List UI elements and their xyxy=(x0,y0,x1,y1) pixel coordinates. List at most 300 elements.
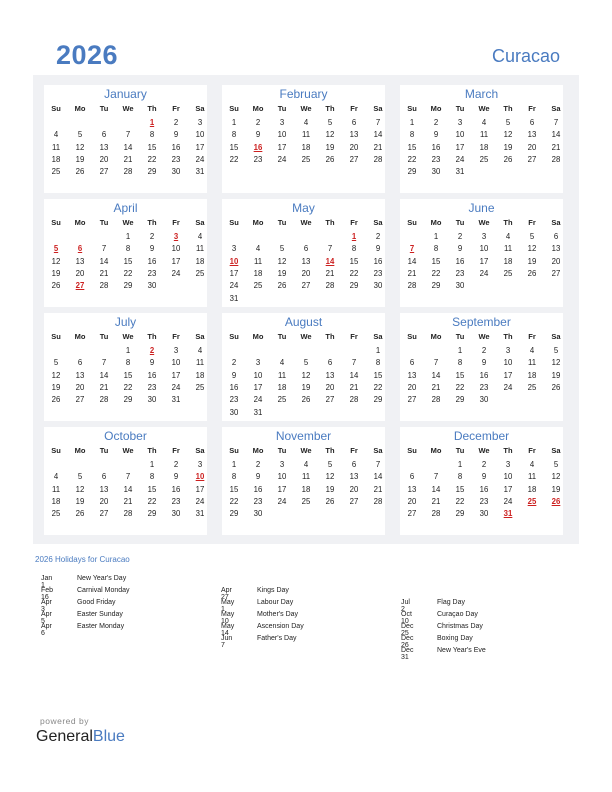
weekday-header: Th xyxy=(325,218,335,227)
holidays-title: 2026 Holidays for Curacao xyxy=(35,555,130,564)
day-cell: 14 xyxy=(99,256,109,266)
day-cell: 3 xyxy=(197,118,203,127)
day-cell: 18 xyxy=(301,142,311,152)
weekday-header: Sa xyxy=(551,446,561,455)
day-cell: 1 xyxy=(231,460,237,469)
weekday-header: Fr xyxy=(172,332,180,341)
day-cell: 17 xyxy=(171,256,181,266)
holiday-day-cell: 6 xyxy=(77,244,83,254)
day-cell: 11 xyxy=(503,244,513,254)
holiday-name: Good Friday xyxy=(77,599,116,606)
holiday-day-cell: 27 xyxy=(75,281,85,291)
day-cell: 19 xyxy=(301,382,311,392)
day-cell: 4 xyxy=(529,460,535,469)
day-cell: 7 xyxy=(101,244,107,254)
day-cell: 31 xyxy=(171,395,181,405)
day-cell: 25 xyxy=(479,154,489,164)
holiday-name: New Year's Day xyxy=(77,575,127,582)
holiday-day-cell: 7 xyxy=(409,244,415,254)
day-cell: 24 xyxy=(253,395,263,405)
day-cell: 25 xyxy=(195,268,205,278)
holiday-name: Easter Sunday xyxy=(77,611,123,618)
day-cell: 22 xyxy=(407,154,417,164)
day-cell: 4 xyxy=(481,118,487,127)
day-cell: 28 xyxy=(407,281,417,291)
day-cell: 13 xyxy=(349,472,359,482)
day-cell: 13 xyxy=(551,244,561,254)
weekday-header: We xyxy=(478,332,490,341)
day-cell: 6 xyxy=(409,472,415,482)
day-cell: 8 xyxy=(125,358,131,368)
day-cell: 18 xyxy=(527,484,537,494)
day-cell: 14 xyxy=(123,142,133,152)
weekday-header: Th xyxy=(325,446,335,455)
holiday-date: Apr 5 xyxy=(41,611,52,625)
day-cell: 2 xyxy=(173,118,179,127)
day-cell: 28 xyxy=(99,395,109,405)
day-cell: 27 xyxy=(527,154,537,164)
day-cell: 17 xyxy=(195,484,205,494)
day-cell: 24 xyxy=(229,281,239,291)
day-cell: 25 xyxy=(195,382,205,392)
weekday-header: Mo xyxy=(252,446,264,455)
month-name: March xyxy=(464,87,499,101)
month-february xyxy=(222,85,385,193)
day-cell: 31 xyxy=(195,509,205,519)
day-cell: 11 xyxy=(301,130,311,140)
day-cell: 16 xyxy=(147,370,157,380)
day-cell: 7 xyxy=(375,118,381,127)
day-cell: 1 xyxy=(457,346,463,355)
day-cell: 15 xyxy=(349,256,359,266)
day-cell: 30 xyxy=(171,509,181,519)
day-cell: 23 xyxy=(253,154,263,164)
day-cell: 9 xyxy=(173,472,179,482)
day-cell: 3 xyxy=(231,244,237,254)
weekday-header: Mo xyxy=(430,218,442,227)
day-cell: 14 xyxy=(99,370,109,380)
brand-general: General xyxy=(36,728,93,745)
day-cell: 18 xyxy=(51,154,61,164)
day-cell: 21 xyxy=(99,382,109,392)
day-cell: 25 xyxy=(253,281,263,291)
weekday-header: Fr xyxy=(528,104,536,113)
holiday-day-cell: 16 xyxy=(253,142,263,152)
day-cell: 25 xyxy=(277,395,287,405)
day-cell: 6 xyxy=(327,358,333,368)
weekday-header: Th xyxy=(147,218,157,227)
day-cell: 28 xyxy=(123,509,133,519)
day-cell: 8 xyxy=(375,358,381,368)
weekday-header: Mo xyxy=(252,104,264,113)
day-cell: 18 xyxy=(503,256,513,266)
day-cell: 23 xyxy=(455,268,465,278)
day-cell: 5 xyxy=(53,358,59,368)
holiday-name: Mother's Day xyxy=(257,611,299,618)
day-cell: 9 xyxy=(173,130,179,140)
day-cell: 11 xyxy=(301,472,311,482)
day-cell: 25 xyxy=(301,154,311,164)
day-cell: 4 xyxy=(255,244,261,254)
day-cell: 20 xyxy=(407,382,417,392)
month-june xyxy=(400,199,563,307)
holiday-day-cell: 25 xyxy=(527,496,537,506)
day-cell: 15 xyxy=(123,370,133,380)
day-cell: 5 xyxy=(505,118,511,127)
month-name: August xyxy=(284,315,323,329)
day-cell: 7 xyxy=(351,358,357,368)
weekday-header: Tu xyxy=(277,104,287,113)
day-cell: 19 xyxy=(325,484,335,494)
weekday-header: Sa xyxy=(373,218,383,227)
day-cell: 10 xyxy=(253,370,263,380)
day-cell: 28 xyxy=(373,154,383,164)
weekday-header: We xyxy=(478,218,490,227)
day-cell: 21 xyxy=(373,142,383,152)
day-cell: 3 xyxy=(505,460,511,469)
weekday-header: Sa xyxy=(551,332,561,341)
holiday-name: New Year's Eve xyxy=(437,647,486,654)
day-cell: 18 xyxy=(195,370,205,380)
day-cell: 15 xyxy=(455,370,465,380)
day-cell: 23 xyxy=(431,154,441,164)
day-cell: 2 xyxy=(231,358,237,368)
day-cell: 15 xyxy=(123,256,133,266)
weekday-header: We xyxy=(122,332,134,341)
day-cell: 30 xyxy=(479,509,489,519)
day-cell: 27 xyxy=(407,509,417,519)
day-cell: 29 xyxy=(431,281,441,291)
day-cell: 2 xyxy=(173,460,179,469)
day-cell: 8 xyxy=(457,358,463,368)
month-name: December xyxy=(453,429,510,443)
day-cell: 12 xyxy=(325,130,335,140)
day-cell: 22 xyxy=(455,496,465,506)
holiday-day-cell: 14 xyxy=(325,256,335,266)
day-cell: 19 xyxy=(551,484,561,494)
generalblue-logo xyxy=(36,728,125,746)
day-cell: 16 xyxy=(147,256,157,266)
day-cell: 28 xyxy=(325,281,335,291)
weekday-header: Th xyxy=(325,104,335,113)
day-cell: 22 xyxy=(123,382,133,392)
day-cell: 11 xyxy=(195,244,205,254)
weekday-header: Tu xyxy=(277,332,287,341)
day-cell: 6 xyxy=(351,460,357,469)
weekday-header: We xyxy=(122,218,134,227)
brand-blue: Blue xyxy=(92,728,125,745)
day-cell: 6 xyxy=(303,244,309,254)
day-cell: 12 xyxy=(551,358,561,368)
day-cell: 13 xyxy=(527,130,537,140)
day-cell: 14 xyxy=(123,484,133,494)
day-cell: 16 xyxy=(253,484,263,494)
holiday-date: Dec 25 xyxy=(401,623,414,637)
weekday-header: Mo xyxy=(252,332,264,341)
holiday-date: Apr 6 xyxy=(41,623,52,637)
day-cell: 4 xyxy=(53,472,59,482)
day-cell: 10 xyxy=(455,130,465,140)
day-cell: 2 xyxy=(149,232,155,241)
day-cell: 3 xyxy=(505,346,511,355)
weekday-header: Fr xyxy=(350,332,358,341)
month-name: April xyxy=(113,201,138,215)
month-name: February xyxy=(279,87,328,101)
day-cell: 7 xyxy=(125,472,131,482)
day-cell: 23 xyxy=(253,496,263,506)
day-cell: 22 xyxy=(229,496,239,506)
weekday-header: We xyxy=(300,332,312,341)
day-cell: 7 xyxy=(101,358,107,368)
weekday-header: Th xyxy=(147,104,157,113)
day-cell: 26 xyxy=(277,281,287,291)
day-cell: 26 xyxy=(75,167,85,177)
day-cell: 18 xyxy=(277,382,287,392)
day-cell: 9 xyxy=(149,358,155,368)
day-cell: 23 xyxy=(229,395,239,405)
weekday-header: Mo xyxy=(430,332,442,341)
day-cell: 10 xyxy=(171,244,181,254)
day-cell: 17 xyxy=(479,256,489,266)
month-name: October xyxy=(104,429,147,443)
day-cell: 16 xyxy=(171,484,181,494)
day-cell: 12 xyxy=(75,484,85,494)
weekday-header: Tu xyxy=(455,218,465,227)
day-cell: 20 xyxy=(325,382,335,392)
day-cell: 5 xyxy=(279,244,285,254)
day-cell: 17 xyxy=(503,370,513,380)
day-cell: 26 xyxy=(325,496,335,506)
holiday-date: Jun 7 xyxy=(221,635,233,649)
day-cell: 10 xyxy=(503,472,513,482)
weekday-header: Fr xyxy=(350,104,358,113)
weekday-header: Tu xyxy=(99,332,109,341)
day-cell: 7 xyxy=(327,244,333,254)
day-cell: 24 xyxy=(195,496,205,506)
day-cell: 26 xyxy=(503,154,513,164)
day-cell: 8 xyxy=(231,130,237,140)
weekday-header: Sa xyxy=(195,332,205,341)
day-cell: 21 xyxy=(99,268,109,278)
weekday-header: Fr xyxy=(528,218,536,227)
day-cell: 9 xyxy=(433,130,439,140)
day-cell: 26 xyxy=(301,395,311,405)
weekday-header: Tu xyxy=(99,104,109,113)
day-cell: 24 xyxy=(277,496,287,506)
day-cell: 8 xyxy=(457,472,463,482)
weekday-header: Mo xyxy=(74,446,86,455)
day-cell: 6 xyxy=(351,118,357,127)
day-cell: 19 xyxy=(75,154,85,164)
day-cell: 15 xyxy=(373,370,383,380)
weekday-header: Tu xyxy=(277,446,287,455)
day-cell: 21 xyxy=(325,268,335,278)
day-cell: 27 xyxy=(99,509,109,519)
day-cell: 23 xyxy=(373,268,383,278)
weekday-header: We xyxy=(300,104,312,113)
day-cell: 19 xyxy=(277,268,287,278)
day-cell: 8 xyxy=(149,472,155,482)
weekday-header: Th xyxy=(147,332,157,341)
day-cell: 14 xyxy=(431,484,441,494)
day-cell: 12 xyxy=(503,130,513,140)
day-cell: 11 xyxy=(51,484,61,494)
holiday-day-cell: 26 xyxy=(551,496,561,506)
holiday-day-cell: 1 xyxy=(149,118,155,127)
holiday-name: Labour Day xyxy=(257,599,294,606)
day-cell: 16 xyxy=(171,142,181,152)
month-name: July xyxy=(114,315,137,329)
day-cell: 8 xyxy=(149,130,155,140)
day-cell: 14 xyxy=(373,130,383,140)
holiday-name: Carnival Monday xyxy=(77,587,130,594)
day-cell: 13 xyxy=(75,370,85,380)
day-cell: 16 xyxy=(479,484,489,494)
day-cell: 9 xyxy=(457,244,463,254)
weekday-header: Sa xyxy=(373,104,383,113)
day-cell: 7 xyxy=(553,118,559,127)
day-cell: 5 xyxy=(327,118,333,127)
weekday-header: Tu xyxy=(455,332,465,341)
day-cell: 2 xyxy=(375,232,381,241)
weekday-header: Su xyxy=(407,218,417,227)
day-cell: 18 xyxy=(301,484,311,494)
day-cell: 9 xyxy=(481,358,487,368)
day-cell: 8 xyxy=(125,244,131,254)
day-cell: 1 xyxy=(125,232,131,241)
year-title: 2026 xyxy=(56,40,119,70)
day-cell: 12 xyxy=(51,370,61,380)
day-cell: 29 xyxy=(373,395,383,405)
day-cell: 21 xyxy=(407,268,417,278)
weekday-header: Su xyxy=(51,218,61,227)
day-cell: 30 xyxy=(147,395,157,405)
holiday-day-cell: 5 xyxy=(53,244,59,254)
weekday-header: Sa xyxy=(195,218,205,227)
weekday-header: Fr xyxy=(350,446,358,455)
holiday-name: Boxing Day xyxy=(437,635,473,642)
day-cell: 24 xyxy=(503,382,513,392)
day-cell: 18 xyxy=(253,268,263,278)
weekday-header: Fr xyxy=(528,332,536,341)
holiday-date: May 14 xyxy=(221,623,235,637)
weekday-header: Mo xyxy=(74,218,86,227)
day-cell: 11 xyxy=(277,370,287,380)
day-cell: 3 xyxy=(481,232,487,241)
day-cell: 15 xyxy=(229,484,239,494)
day-cell: 15 xyxy=(147,484,157,494)
day-cell: 17 xyxy=(277,484,287,494)
day-cell: 17 xyxy=(455,142,465,152)
day-cell: 11 xyxy=(479,130,489,140)
month-september xyxy=(400,313,563,421)
day-cell: 29 xyxy=(123,395,133,405)
day-cell: 2 xyxy=(433,118,439,127)
day-cell: 28 xyxy=(349,395,359,405)
month-november xyxy=(222,427,385,535)
holiday-day-cell: 10 xyxy=(229,256,239,266)
day-cell: 23 xyxy=(171,154,181,164)
day-cell: 27 xyxy=(301,281,311,291)
day-cell: 15 xyxy=(455,484,465,494)
day-cell: 16 xyxy=(431,142,441,152)
day-cell: 13 xyxy=(407,484,417,494)
holiday-day-cell: 1 xyxy=(351,232,357,241)
day-cell: 20 xyxy=(301,268,311,278)
holiday-date: Dec 31 xyxy=(401,647,414,661)
day-cell: 16 xyxy=(479,370,489,380)
day-cell: 7 xyxy=(125,130,131,140)
holiday-name: Kings Day xyxy=(257,587,289,594)
month-name: November xyxy=(275,429,332,443)
weekday-header: Fr xyxy=(172,104,180,113)
weekday-header: We xyxy=(478,104,490,113)
day-cell: 23 xyxy=(147,268,157,278)
holiday-date: Oct 10 xyxy=(401,611,412,625)
day-cell: 1 xyxy=(457,460,463,469)
day-cell: 10 xyxy=(479,244,489,254)
day-cell: 24 xyxy=(503,496,513,506)
day-cell: 22 xyxy=(147,496,157,506)
day-cell: 22 xyxy=(229,154,239,164)
day-cell: 26 xyxy=(51,281,61,291)
month-may xyxy=(222,199,385,307)
weekday-header: Mo xyxy=(430,104,442,113)
holiday-date: May 1 xyxy=(221,599,235,613)
month-january xyxy=(44,85,207,193)
day-cell: 11 xyxy=(527,472,537,482)
day-cell: 26 xyxy=(551,382,561,392)
month-march xyxy=(400,85,563,193)
day-cell: 23 xyxy=(479,496,489,506)
day-cell: 29 xyxy=(147,167,157,177)
weekday-header: Su xyxy=(51,332,61,341)
day-cell: 12 xyxy=(75,142,85,152)
day-cell: 27 xyxy=(349,496,359,506)
day-cell: 2 xyxy=(457,232,463,241)
day-cell: 1 xyxy=(125,346,131,355)
weekday-header: Th xyxy=(503,446,513,455)
holiday-date: Apr 3 xyxy=(41,599,52,613)
day-cell: 12 xyxy=(551,472,561,482)
day-cell: 21 xyxy=(431,496,441,506)
day-cell: 29 xyxy=(147,509,157,519)
holiday-date: Jan 1 xyxy=(41,575,53,589)
day-cell: 4 xyxy=(197,346,203,355)
day-cell: 24 xyxy=(277,154,287,164)
day-cell: 12 xyxy=(325,472,335,482)
day-cell: 6 xyxy=(409,358,415,368)
day-cell: 3 xyxy=(279,460,285,469)
day-cell: 12 xyxy=(301,370,311,380)
day-cell: 9 xyxy=(375,244,381,254)
day-cell: 10 xyxy=(277,472,287,482)
month-april xyxy=(44,199,207,307)
day-cell: 16 xyxy=(373,256,383,266)
day-cell: 13 xyxy=(301,256,311,266)
day-cell: 1 xyxy=(231,118,237,127)
day-cell: 18 xyxy=(51,496,61,506)
day-cell: 11 xyxy=(253,256,263,266)
day-cell: 31 xyxy=(455,167,465,177)
day-cell: 13 xyxy=(407,370,417,380)
day-cell: 21 xyxy=(349,382,359,392)
day-cell: 29 xyxy=(123,281,133,291)
day-cell: 13 xyxy=(99,484,109,494)
day-cell: 27 xyxy=(551,268,561,278)
day-cell: 22 xyxy=(431,268,441,278)
weekday-header: Mo xyxy=(430,446,442,455)
